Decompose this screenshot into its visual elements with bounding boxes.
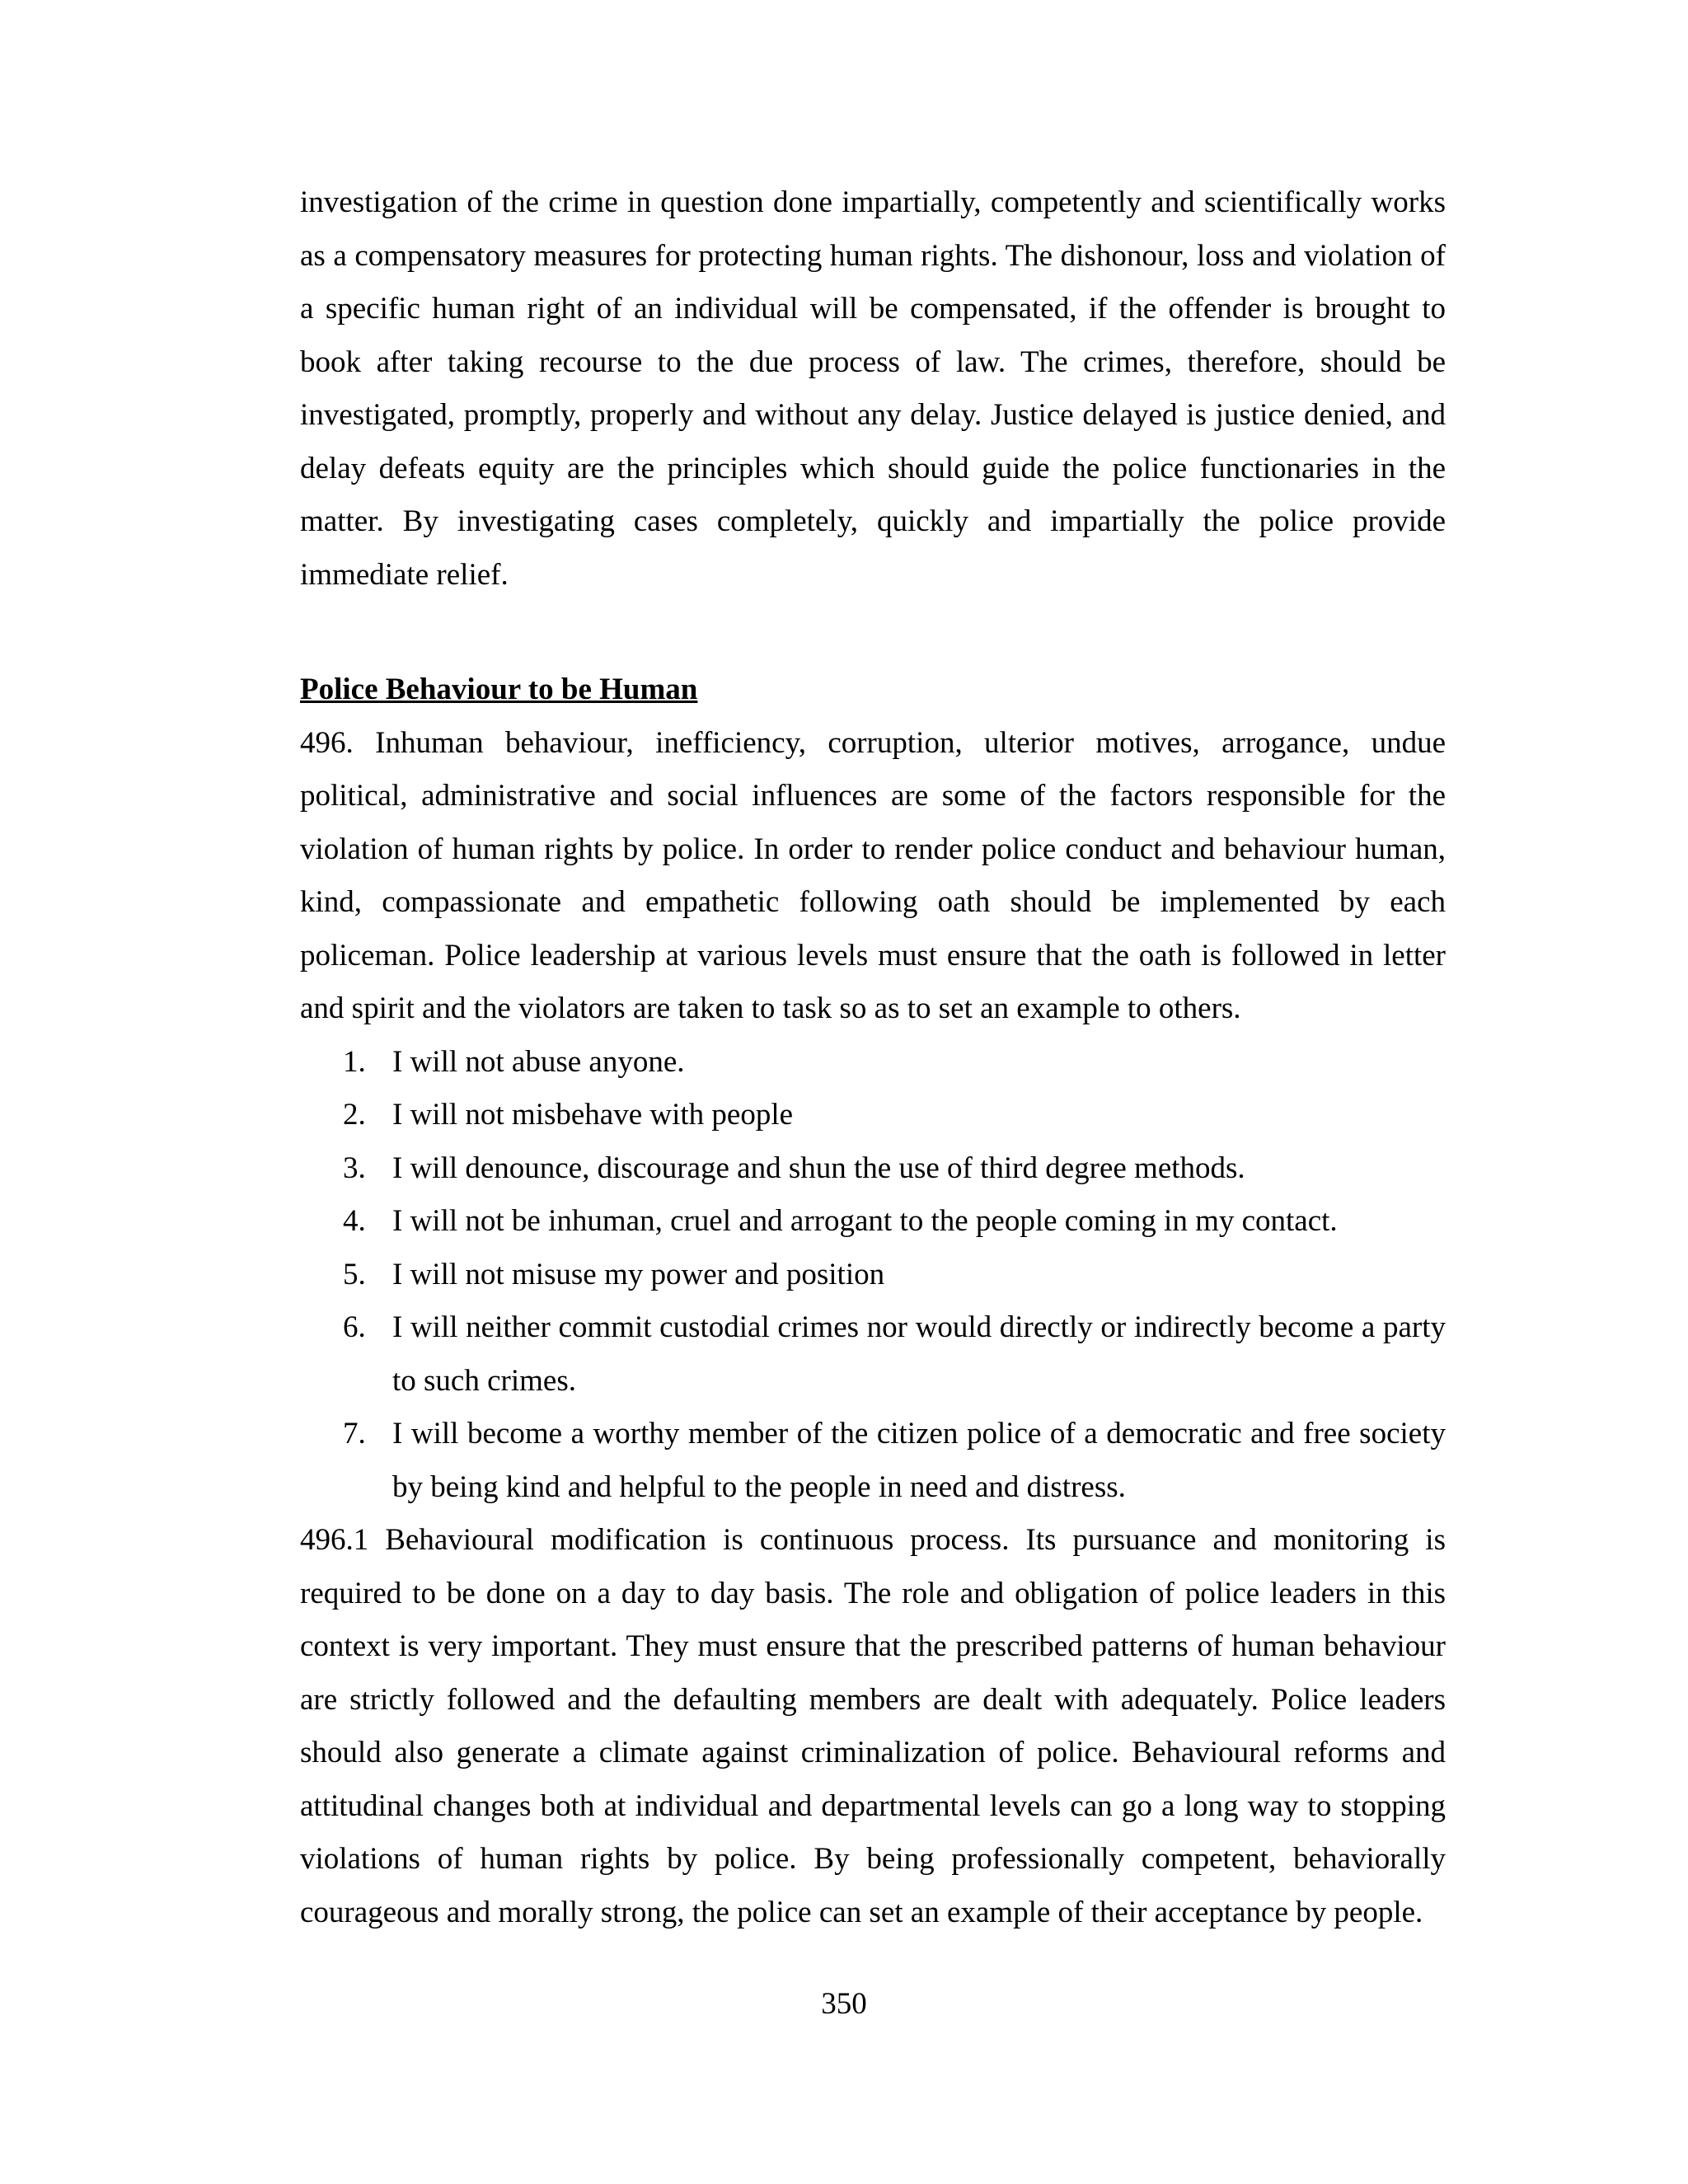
list-item-text: I will denounce, discourage and shun the use of third degree methods. bbox=[392, 1151, 1245, 1185]
intro-paragraph: investigation of the crime in question done impartially, competently and scientifically works as a compensatory measures for protecting human rights. The dishonour, loss and violation of a specific human right of an individual will be compensated, if the offender is brought to book after taking recourse to the due process of law. The crimes, therefore, should be investigated, promptly, properly and without any delay. Justice delayed is justice denied, and delay defeats equity are the principles which should guide the police functionaries in the matter. By investigating cases completely, quickly and impartially the police provide immediate relief. bbox=[300, 185, 1446, 592]
list-item-text: I will become a worthy member of the citizen police of a democratic and free society by being kind and helpful to the people in need and distress. bbox=[392, 1417, 1446, 1504]
list-item bbox=[300, 1089, 1446, 1142]
list-item bbox=[300, 1301, 1446, 1408]
list-item-number: 2. bbox=[343, 1098, 366, 1132]
list-item-number: 1. bbox=[343, 1044, 366, 1079]
list-item bbox=[300, 1142, 1446, 1196]
list-item-number: 7. bbox=[343, 1417, 366, 1451]
list-item-number: 6. bbox=[343, 1310, 366, 1344]
list-item-number: 5. bbox=[343, 1257, 366, 1291]
page-number: 350 bbox=[821, 1987, 867, 2021]
section-heading: Police Behaviour to be Human bbox=[300, 673, 698, 706]
paragraph-496: 496. Inhuman behaviour, inefficiency, corruption, ulterior motives, arrogance, undue political, administrative and social influences are some of the factors responsible for the violation of human rights by police. In order to render police conduct and behaviour human, kind, compassionate and empathetic following oath should be implemented by each policeman. Police leadership at various levels must ensure that the oath is followed in letter and spirit and the violators are taken to task so as to set an example to others. bbox=[300, 725, 1446, 1025]
list-item bbox=[300, 1408, 1446, 1514]
list-item bbox=[300, 1195, 1446, 1249]
list-item-number: 3. bbox=[343, 1151, 366, 1185]
list-item-text: I will not abuse anyone. bbox=[392, 1044, 685, 1079]
paragraph-496-1: 496.1 Behavioural modification is continuous process. Its pursuance and monitoring is required to be done on a day to day basis. The role and obligation of police leaders in this context is very important. They must ensure that the prescribed patterns of human behaviour are strictly followed and the defaulting members are dealt with adequately. Police leaders should also generate a climate against criminalization of police. Behavioural reforms and attitudinal changes both at individual and departmental levels can go a long way to stopping violations of human rights by police. By being professionally competent, behaviorally courageous and morally strong, the police can set an example of their acceptance by people. bbox=[300, 1523, 1446, 1929]
list-item-number: 4. bbox=[343, 1204, 366, 1238]
list-item bbox=[300, 1036, 1446, 1090]
list-item-text: I will neither commit custodial crimes nor would directly or indirectly become a party to such crimes. bbox=[392, 1310, 1446, 1398]
list-item-text: I will not misuse my power and position bbox=[392, 1257, 885, 1291]
list-item-text: I will not be inhuman, cruel and arrogant to the people coming in my contact. bbox=[392, 1204, 1338, 1238]
page-body bbox=[300, 176, 1446, 1939]
oath-list bbox=[300, 1036, 1446, 1515]
list-item-text: I will not misbehave with people bbox=[392, 1098, 794, 1132]
list-item bbox=[300, 1249, 1446, 1302]
